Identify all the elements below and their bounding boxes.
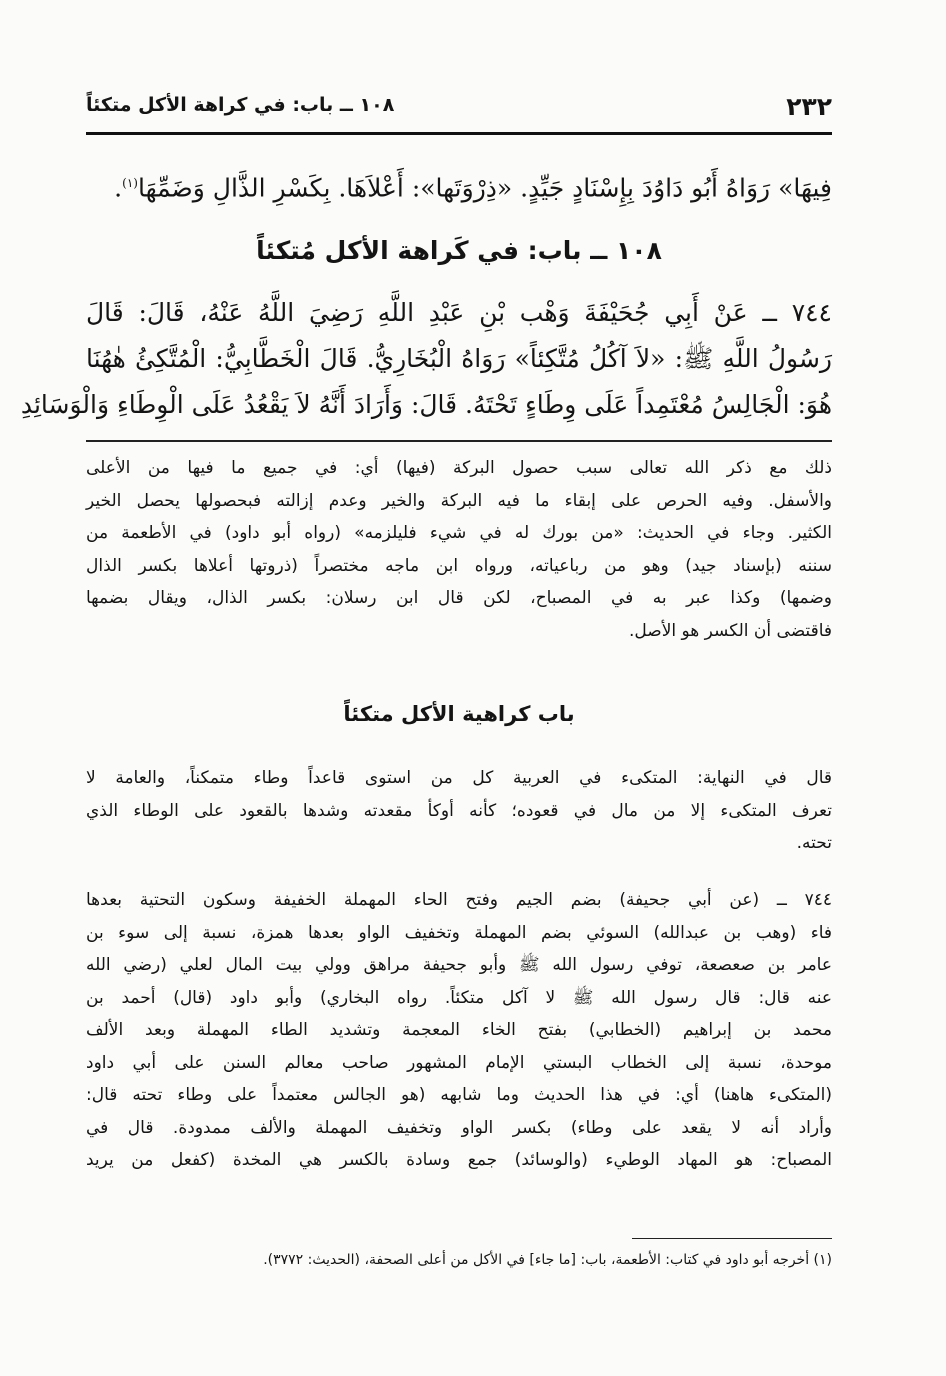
commentary-line: فاقتضى أن الكسر هو الأصل. xyxy=(628,620,832,641)
commentary-chapter-title: باب كراهية الأكل متكئاً xyxy=(343,702,575,726)
page-number: ٢٣٢ xyxy=(786,92,832,121)
commentary-line: المصباح: هو المهاد الوطيء (والوسائد) جمع وسادة بالكسر هي المخدة (كفعل من يريد xyxy=(86,1150,832,1170)
page-header xyxy=(86,92,832,128)
commentary-line: (المتكىء هاهنا) أي: في هذا الحديث وما شابهه (هو الجالس معتمداً على وطاء تحته قال: xyxy=(86,1085,832,1105)
commentary-line: تحته. xyxy=(796,833,832,853)
commentary-line: عامر بن صعصعة، توفي رسول الله ﷺ وأبو جحيفة مراهق وولي بيت المال لعلي (رضي الله xyxy=(86,955,832,975)
commentary-line: والأسفل. وفيه الحرص على إبقاء ما فيه البركة والخير وعدم إزالته فبحصولها يحصل الخير xyxy=(86,490,832,511)
commentary-line: الكثير. وجاء في الحديث: «من بورك له في شيء فليلزمه» (رواه أبو داود) في الأطعمة من xyxy=(86,523,832,543)
commentary-line: تعرف المتكىء إلا من مال في قعوده؛ كأنه أوكأ مقعدته وشدها بالقعود على الوطاء الذي xyxy=(86,800,832,821)
footnote: (١) أخرجه أبو داود في كتاب: الأطعمة، باب: [ما جاء] في الأكل من أعلى الصحفة، (الحديث: ٣٧٧٢). xyxy=(263,1252,832,1268)
footnote-rule xyxy=(632,1238,832,1239)
commentary-intro xyxy=(86,452,832,647)
commentary-hadith xyxy=(86,884,832,1177)
commentary-line: محمد بن إبراهيم (الخطابي) بفتح الخاء المعجمة وتشديد الطاء المهملة وبعد الألف xyxy=(86,1020,832,1040)
hadith-line: هُوَ: الْجَالِسُ مُعْتَمِداً عَلَى وِطَاءٍ تَحْتَهُ. قَالَ: وَأَرَادَ أَنَّهُ لاَ يَقْعُدُ عَلَى الْوِطَاءِ وَالْوَسَائِدِ xyxy=(20,390,832,419)
commentary-definition xyxy=(86,762,832,860)
commentary-line: عنه قال: قال رسول الله ﷺ لا آكل متكئاً. رواه البخاري) وأبو داود (قال) أحمد بن xyxy=(86,987,832,1008)
commentary-line: وأراد أنه لا يقعد على وطاء) بكسر الواو وتخفيف المهملة والألف ممدودة. قال في xyxy=(86,1117,832,1138)
footnote-marker: (١) xyxy=(122,176,138,190)
hadith-line: ٧٤٤ ــ عَنْ أَبِي جُحَيْفَةَ وَهْب بْنِ عَبْدِ اللَّهِ رَضِيَ اللَّهُ عَنْهُ، قَالَ: قَالَ xyxy=(86,298,832,327)
section-divider xyxy=(86,440,832,442)
header-rule xyxy=(86,132,832,135)
commentary-line: فاء (وهب بن عبدالله) السوئي بضم المهملة وتخفيف الواو بعدها همزة، نسبة إلى سوء بن xyxy=(86,922,832,943)
commentary-line: سننه (بإسناد جيد) وهو من رباعياته، ورواه ابن ماجه مختصراً (ذروتها أعلاها بكسر الذال xyxy=(86,555,832,576)
hadith-text xyxy=(20,290,832,428)
running-title: ١٠٨ ــ باب: في كراهة الأكل متكئاً xyxy=(86,94,395,116)
continuation-text: فِيهَا» رَوَاهُ أَبُو دَاوُدَ بِإِسْنَادٍ جَيِّدٍ. «ذِرْوَتَها»: أَعْلاَهَا. بِكَسْرِ الذَّالِ وَضَمِّهَا xyxy=(137,173,832,203)
commentary-line: موحدة، نسبة إلى الخطاب البستي الإمام المشهور صاحب معالم السنن على أبي داود xyxy=(86,1052,832,1073)
commentary-line: ٧٤٤ ــ (عن أبي جحيفة) بضم الجيم وفتح الحاء المهملة الخفيفة وسكون التحتية بعدها xyxy=(86,890,832,910)
chapter-title: ١٠٨ ــ باب: في كَراهة الأكل مُتكئاً xyxy=(256,236,662,265)
commentary-line: قال في النهاية: المتكىء في العربية كل من استوى قاعداً وطاء متمكناً، والعامة لا xyxy=(86,768,832,788)
commentary-line: وضمها) وكذا عبر به في المصباح، لكن قال ابن رسلان: بكسر الذال، ويقال بضمها xyxy=(86,588,832,608)
commentary-line: ذلك مع ذكر الله تعالى سبب حصول البركة (فيها) أي: في جميع ما فيها من الأعلى xyxy=(86,458,832,478)
continuation-line: فِيهَا» رَوَاهُ أَبُو دَاوُدَ بِإِسْنَادٍ جَيِّدٍ. «ذِرْوَتَها»: أَعْلاَهَا. بِكَسْرِ الذَّالِ وَضَمِّهَا$^{(١)}$. xyxy=(114,173,832,203)
hadith-line: رَسُولُ اللَّهِ ﷺ: «لاَ آكُلُ مُتَّكِئاً» رَوَاهُ الْبُخَارِيُّ. قَالَ الْخَطَّابِيُّ: الْمُتَّكِئُ هٰهُنَا xyxy=(86,344,832,373)
